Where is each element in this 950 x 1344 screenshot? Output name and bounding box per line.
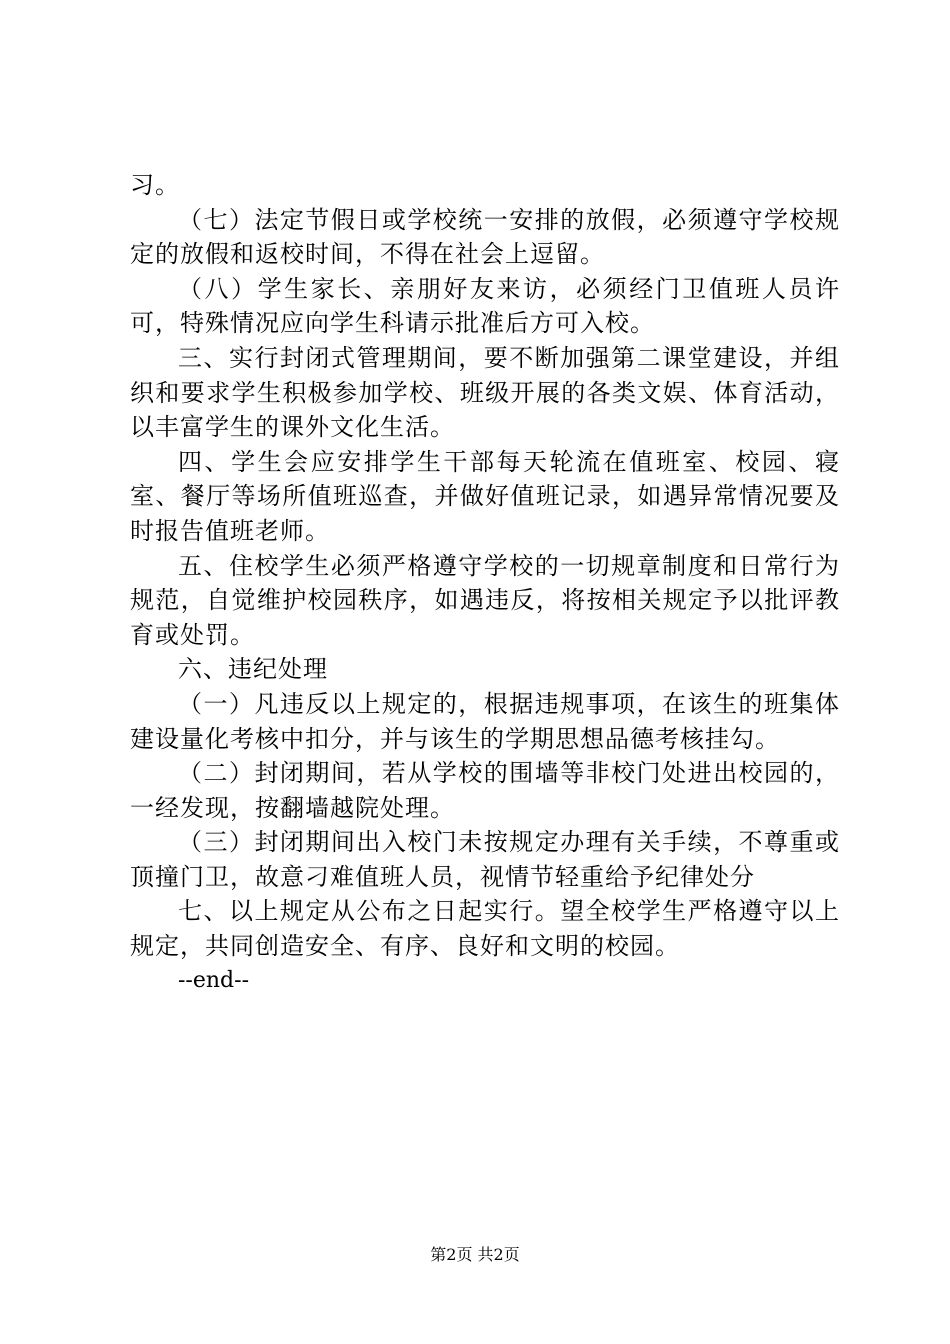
paragraph-section-5: 五、住校学生必须严格遵守学校的一切规章制度和日常行为规范，自觉维护校园秩序，如遇违反，将按相关规定予以批评教育或处罚。 (130, 551, 840, 649)
paragraph-item-8: （八）学生家长、亲朋好友来访，必须经门卫值班人员许可，特殊情况应向学生科请示批准后方可入校。 (130, 274, 840, 338)
paragraph-section-4: 四、学生会应安排学生干部每天轮流在值班室、校园、寝室、餐厅等场所值班巡查，并做好值班记录，如遇异常情况要及时报告值班老师。 (130, 447, 840, 545)
page-footer: 第2页 共2页 (430, 1245, 520, 1264)
paragraph-penalty-2: （二）封闭期间，若从学校的围墙等非校门处进出校园的，一经发现，按翻墙越院处理。 (130, 759, 840, 822)
document-body (130, 168, 840, 998)
paragraph-penalty-3: （三）封闭期间出入校门未按规定办理有关手续，不尊重或顶撞门卫，故意刁难值班人员，视情节轻重给予纪律处分 (130, 828, 840, 891)
paragraph-continuation: 习。 (130, 171, 180, 199)
paragraph-section-3: 三、实行封闭式管理期间，要不断加强第二课堂建设，并组织和要求学生积极参加学校、班级开展的各类文娱、体育活动，以丰富学生的课外文化生活。 (130, 343, 840, 442)
paragraph-section-7: 七、以上规定从公布之日起实行。望全校学生严格遵守以上规定，共同创造安全、有序、良好和文明的校园。 (130, 897, 840, 961)
paragraph-item-7: （七）法定节假日或学校统一安排的放假，必须遵守学校规定的放假和返校时间，不得在社会上逗留。 (130, 205, 840, 269)
end-mark: --end-- (178, 967, 250, 993)
section-heading-6: 六、违纪处理 (178, 655, 328, 684)
paragraph-penalty-1: （一）凡违反以上规定的，根据违规事项，在该生的班集体建设量化考核中扣分，并与该生的学期思想品德考核挂勾。 (130, 689, 840, 753)
